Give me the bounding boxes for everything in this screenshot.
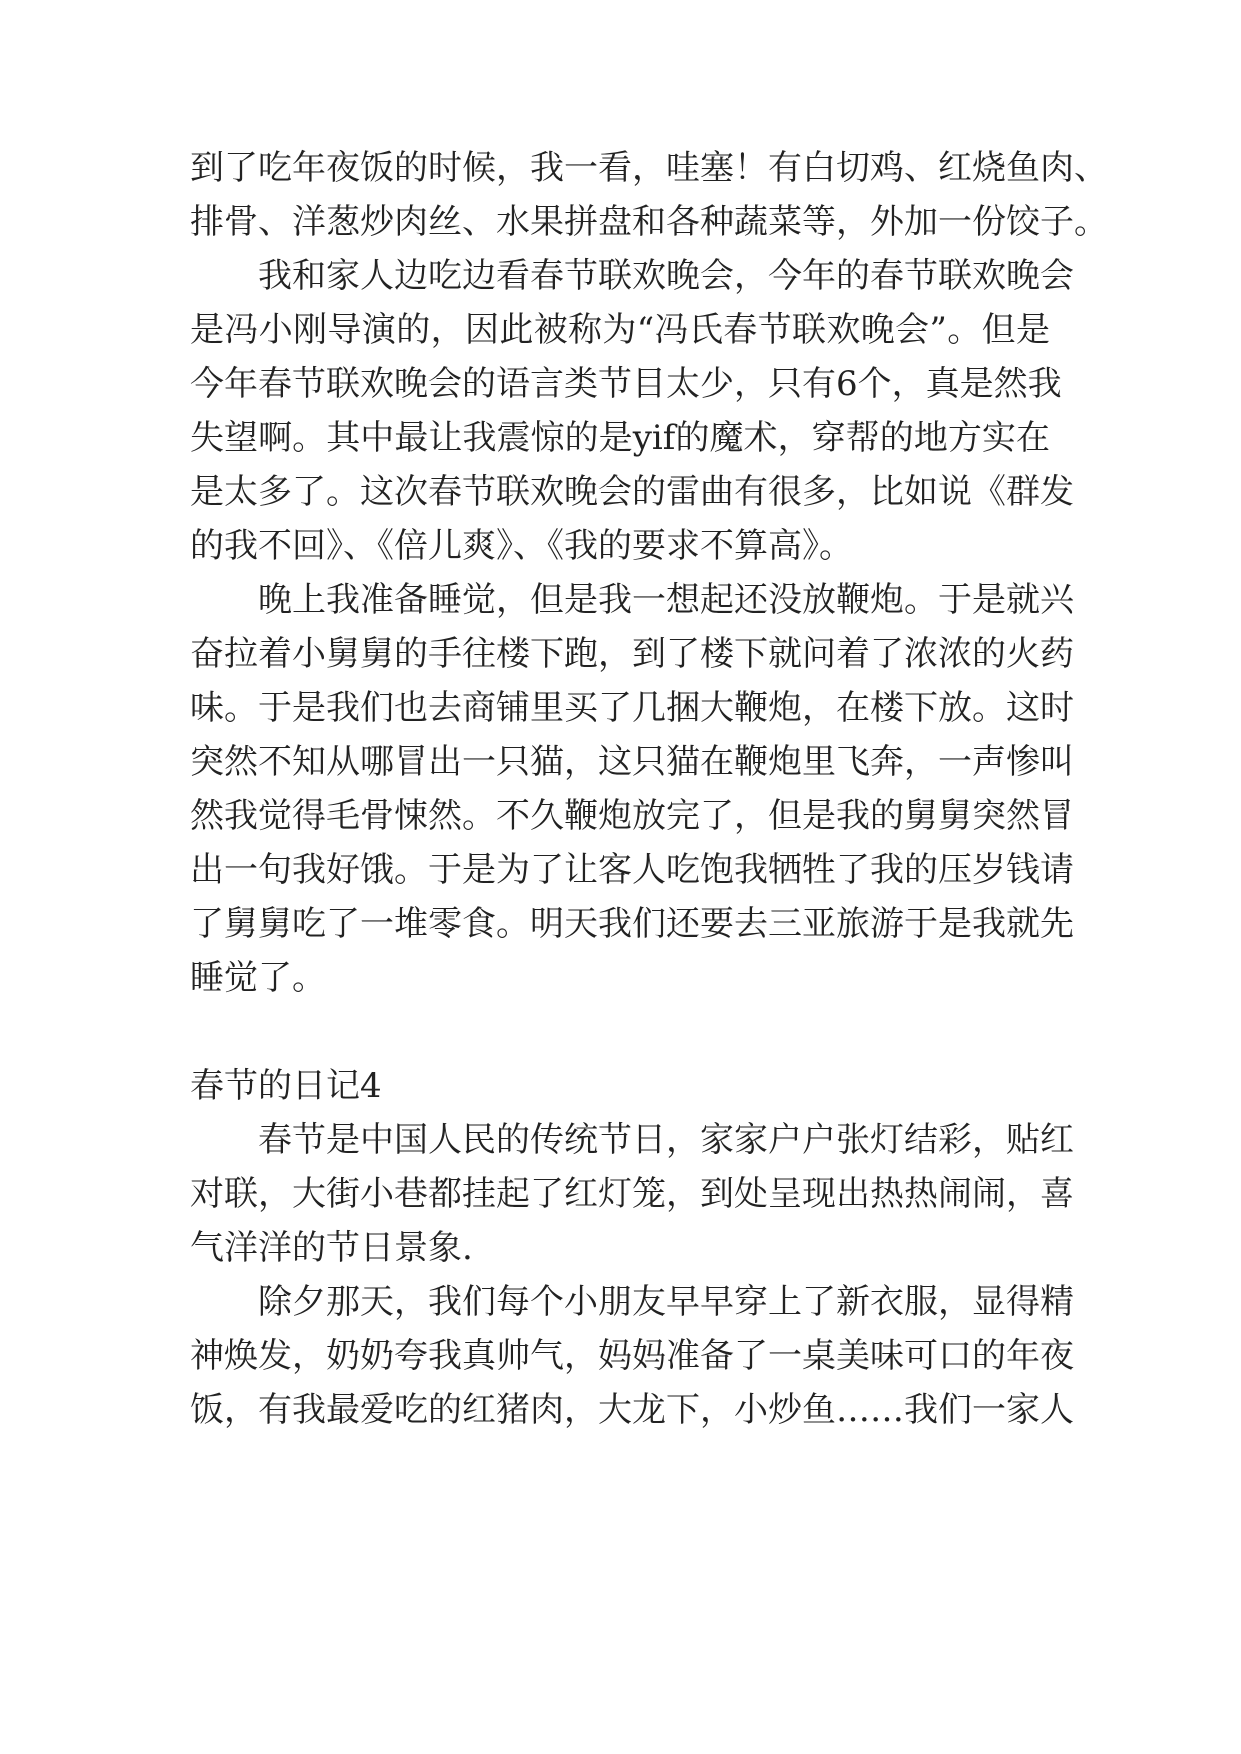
paragraph-line: 了舅舅吃了一堆零食。明天我们还要去三亚旅游于是我就先 [190, 904, 1074, 944]
paragraph-line: 晚上我准备睡觉，但是我一想起还没放鞭炮。于是就兴 [258, 580, 1074, 620]
paragraph-line: 突然不知从哪冒出一只猫，这只猫在鞭炮里飞奔，一声惨叫 [190, 742, 1074, 782]
paragraph-line: 到了吃年夜饭的时候，我一看，哇塞！有白切鸡、红烧鱼肉、 [190, 148, 1108, 188]
paragraph-line: 味。于是我们也去商铺里买了几捆大鞭炮，在楼下放。这时 [190, 688, 1074, 728]
paragraph-line: 奋拉着小舅舅的手往楼下跑，到了楼下就问着了浓浓的火药 [190, 634, 1074, 674]
paragraph-line: 今年春节联欢晚会的语言类节目太少，只有6个，真是然我 [190, 364, 1062, 404]
paragraph-line: 是太多了。这次春节联欢晚会的雷曲有很多，比如说《群发 [190, 472, 1074, 512]
paragraph-line: 神焕发，奶奶夸我真帅气，妈妈准备了一桌美味可口的年夜 [190, 1336, 1074, 1376]
paragraph-line: 睡觉了。 [190, 958, 326, 998]
paragraph-line: 排骨、洋葱炒肉丝、水果拼盘和各种蔬菜等，外加一份饺子。 [190, 202, 1108, 242]
paragraph-line: 饭，有我最爱吃的红猪肉，大龙下，小炒鱼……我们一家人 [190, 1390, 1074, 1430]
paragraph-line: 我和家人边吃边看春节联欢晚会，今年的春节联欢晚会 [258, 256, 1074, 296]
paragraph-line: 春节是中国人民的传统节日，家家户户张灯结彩，贴红 [258, 1120, 1074, 1160]
paragraph-line: 出一句我好饿。于是为了让客人吃饱我牺牲了我的压岁钱请 [190, 850, 1074, 890]
paragraph-line: 气洋洋的节日景象. [190, 1228, 473, 1268]
paragraph-line: 除夕那天，我们每个小朋友早早穿上了新衣服，显得精 [258, 1282, 1074, 1322]
paragraph-line: 然我觉得毛骨悚然。不久鞭炮放完了，但是我的舅舅突然冒 [190, 796, 1074, 836]
paragraph-line: 对联，大街小巷都挂起了红灯笼，到处呈现出热热闹闹，喜 [190, 1174, 1074, 1214]
paragraph-line: 的我不回》、《倍儿爽》、《我的要求不算高》。 [190, 526, 853, 566]
paragraph-line: 失望啊。其中最让我震惊的是yif的魔术，穿帮的地方实在 [190, 418, 1050, 458]
paragraph-line: 是冯小刚导演的，因此被称为“冯氏春节联欢晚会”。但是 [190, 310, 1050, 350]
section-title: 春节的日记4 [190, 1066, 382, 1106]
